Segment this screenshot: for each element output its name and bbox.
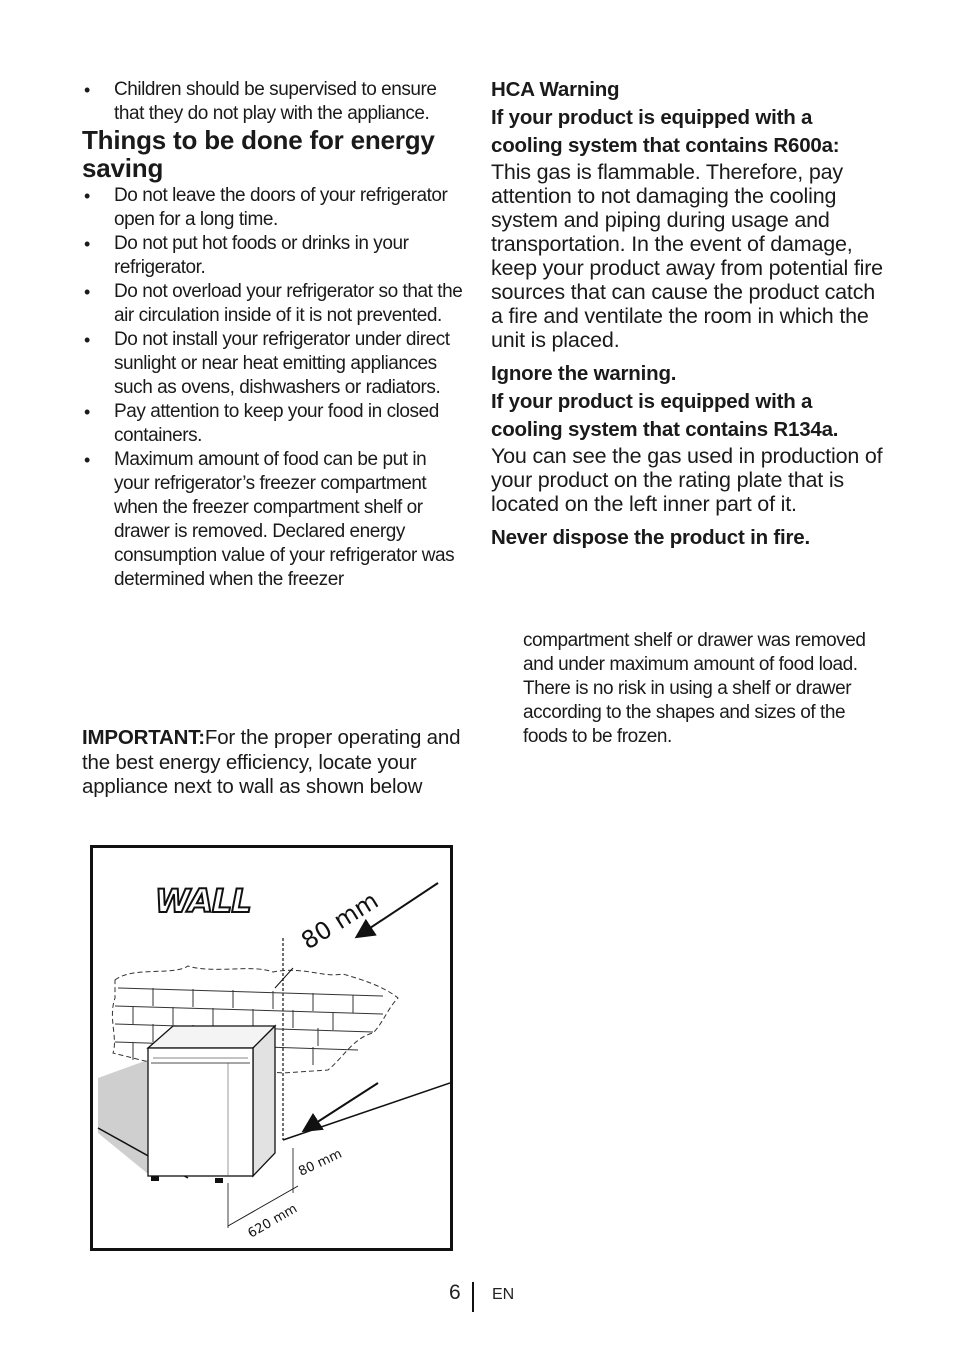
refrigerator: [148, 1026, 275, 1183]
side-distance-label: 80 mm: [296, 1146, 345, 1180]
hca-warning-title: HCA Warning: [491, 78, 620, 101]
ignore-warning-title: Ignore the warning.: [491, 362, 677, 385]
depth-label: 620 mm: [245, 1201, 301, 1242]
r600a-heading: If your product is equipped with a cooling system that contains R600a:: [491, 106, 840, 157]
important-label: IMPORTANT:: [82, 726, 205, 749]
never-dispose-warning: Never dispose the product in fire.: [491, 526, 810, 549]
top-distance-label: 80 mm: [296, 886, 384, 956]
page-number: 6: [449, 1281, 461, 1304]
list-item: • Do not put hot foods or drinks in your refrigerator.: [82, 232, 466, 280]
installation-diagram: [90, 845, 453, 1251]
r600a-text: This gas is flammable. Therefore, pay attention to not damaging the cooling system and piping during usage and transportation. In the event of damage, keep your product away from potential fire sources that can cause the product catch a fire and ventilate the room in which the unit is placed.: [491, 160, 883, 352]
list-item: • Maximum amount of food can be put in your refrigerator’s freezer compartment when the freezer compartment shelf or drawer is removed. Declared energy consumption value of your refrigerator was determined when the freezer: [82, 448, 466, 592]
left-column: [82, 78, 466, 592]
section-heading-energy-saving: Things to be done for energy saving: [82, 125, 435, 183]
intro-bullet-list: [82, 78, 466, 126]
energy-saving-bullet-list: [82, 184, 466, 592]
list-item: • Children should be supervised to ensure that they do not play with the appliance.: [82, 78, 466, 126]
list-item: • Do not overload your refrigerator so that the air circulation inside of it is not prevented.: [82, 280, 466, 328]
side-distance-arrow: [305, 1083, 378, 1130]
wall-placement-illustration: [93, 848, 450, 1248]
r134a-text: You can see the gas used in production of your product on the rating plate that is located on the left inner part of it.: [491, 444, 883, 516]
list-item: • Do not install your refrigerator under direct sunlight or near heat emitting appliances such as ovens, dishwashers or radiators.: [82, 328, 466, 400]
wall-label: WALL: [155, 882, 251, 920]
floor-shadow: [98, 1058, 153, 1178]
right-column: [491, 76, 883, 552]
footer-divider: [472, 1282, 474, 1312]
list-item: • Do not leave the doors of your refrigerator open for a long time.: [82, 184, 466, 232]
important-text: For the proper operating and the best energy efficiency, locate your appliance next to wall as shown below: [82, 726, 461, 798]
important-note: [82, 726, 466, 800]
continuation-text: compartment shelf or drawer was removed and under maximum amount of food load. There is no risk in using a shelf or drawer according to the shapes and sizes of the foods to be frozen.: [523, 630, 866, 747]
r134a-heading: If your product is equipped with a cooling system that contains R134a.: [491, 390, 839, 441]
list-item: • Pay attention to keep your food in closed containers.: [82, 400, 466, 448]
language-code: EN: [492, 1286, 515, 1303]
